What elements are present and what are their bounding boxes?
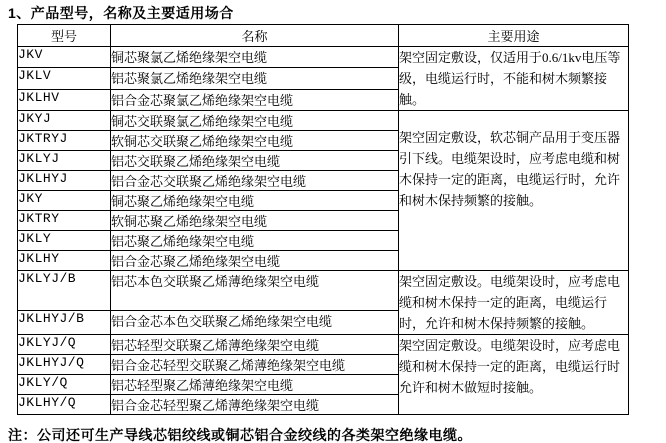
name-cell: 铝芯轻型交联聚乙烯薄绝缘架空电缆 [111,335,399,355]
name-cell: 铜芯聚氯乙烯绝缘架空电缆 [111,47,399,68]
model-cell: JKTRY [18,211,111,231]
model-cell: JKLY [18,231,111,251]
header-usage: 主要用途 [399,25,629,47]
model-cell: JKLY/Q [18,375,111,395]
usage-cell: 架空固定敷设，仅适用于0.6/1kv电压等级，电缆运行时，不能和树木频繁接触。 [399,47,629,111]
footer-note: 注：公司还可生产导线芯铝绞线或铜芯铝合金绞线的各类架空绝缘电缆。 [8,427,472,443]
name-cell: 软铜芯聚乙烯绝缘架空电缆 [111,211,399,231]
page-title: 1、产品型号，名称及主要适用场合 [8,5,234,21]
name-cell: 铝合金芯本色交联聚乙烯绝缘架空电缆 [111,311,399,335]
name-cell: 铜芯交联聚氯乙烯绝缘架空电缆 [111,111,399,131]
name-cell: 铝合金芯轻型聚乙烯薄绝缘架空电缆 [111,395,399,415]
model-cell: JKY [18,191,111,211]
model-cell: JKLV [18,68,111,89]
name-cell: 铝芯本色交联聚乙烯薄绝缘架空电缆 [111,271,399,311]
name-cell: 铝合金芯聚乙烯绝缘架空电缆 [111,251,399,271]
name-cell: 铝芯聚乙烯绝缘架空电缆 [111,231,399,251]
model-cell: JKTRYJ [18,131,111,151]
name-cell: 铝合金芯交联聚乙烯绝缘架空电缆 [111,171,399,191]
name-cell: 铝芯轻型聚乙烯薄绝缘架空电缆 [111,375,399,395]
header-model: 型号 [18,25,111,47]
model-cell: JKLHY/Q [18,395,111,415]
product-table [17,24,629,415]
name-cell: 软铜芯交联聚乙烯绝缘架空电缆 [111,131,399,151]
usage-cell: 架空固定敷设。电缆架设时，应考虑电缆和树木保持一定的距离，电缆运行时允许和树木做短时接触。 [399,335,629,415]
model-cell: JKLYJ/B [18,271,111,311]
model-cell: JKLHYJ [18,171,111,191]
name-cell: 铝合金芯轻型交联聚乙烯薄绝缘架空电缆 [111,355,399,375]
name-cell: 铝合金芯聚氯乙烯绝缘架空电缆 [111,89,399,110]
table-header-row [18,25,629,47]
table-row [18,47,629,68]
model-cell: JKLYJ [18,151,111,171]
table-row [18,111,629,131]
model-cell: JKLHV [18,89,111,110]
model-cell: JKLHY [18,251,111,271]
name-cell: 铜芯聚乙烯绝缘架空电缆 [111,191,399,211]
name-cell: 铝芯聚氯乙烯绝缘架空电缆 [111,68,399,89]
usage-cell: 架空固定敷设。电缆架设时，应考虑电缆和树木保持一定的距离，电缆运行时，允许和树木保持频繁的接触。 [399,271,629,335]
usage-cell: 架空固定敷设，软芯铜产品用于变压器引下线。电缆架设时，应考虑电缆和树木保持一定的距离，电缆运行时，允许和树木保持频繁的接触。 [399,111,629,271]
model-cell: JKLYJ/Q [18,335,111,355]
table-row [18,271,629,311]
header-name: 名称 [111,25,399,47]
model-cell: JKLHYJ/B [18,311,111,335]
model-cell: JKYJ [18,111,111,131]
model-cell: JKV [18,47,111,68]
model-cell: JKLHYJ/Q [18,355,111,375]
name-cell: 铝芯交联聚乙烯绝缘架空电缆 [111,151,399,171]
table-row [18,335,629,355]
